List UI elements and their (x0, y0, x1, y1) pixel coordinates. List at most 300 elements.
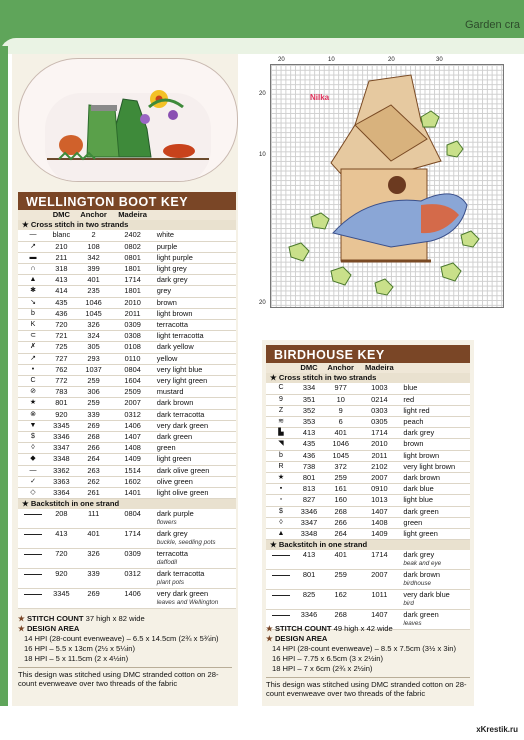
usage-note: buckle, seedling pots (156, 539, 216, 547)
backstitch-row (18, 509, 236, 529)
symbol: b (18, 308, 48, 319)
usage-note: plant pots (156, 579, 185, 587)
dmc-code: 3362 (48, 465, 75, 476)
madeira-code: 1604 (112, 376, 152, 387)
colour-name: dark green (399, 506, 470, 517)
dmc-code: 436 (48, 308, 75, 319)
b-col-name (399, 363, 470, 373)
b-stitch-count: ★ STITCH COUNT 49 high x 42 wide (266, 624, 393, 633)
colour-name: olive green (153, 476, 236, 487)
dmc-code: 738 (296, 461, 322, 472)
b-design-area-14: 14 HPI (28-count evenweave) – 8.5 x 7.5cm (3½ x 3in) (272, 644, 457, 653)
colour-name: mustard (153, 387, 236, 398)
madeira-code: 0309 (112, 320, 152, 331)
dmc-code: 414 (48, 286, 75, 297)
symbol: — (18, 230, 48, 241)
anchor-code: 264 (322, 529, 359, 540)
madeira-code: 2011 (112, 308, 152, 319)
colour-name: dark brown (403, 570, 440, 580)
anchor-code: 266 (322, 517, 359, 528)
b-design-area-18: 18 HPI – 7 x 6cm (2¾ x 2½in) (272, 664, 373, 673)
anchor-code: 977 (322, 383, 359, 394)
madeira-code: 0110 (112, 353, 152, 364)
dmc-code: 211 (48, 252, 75, 263)
dmc-code: 827 (296, 495, 322, 506)
col-dmc: DMC (48, 210, 75, 220)
watermark: xKrestik.ru (476, 725, 518, 734)
madeira-code: 0303 (359, 405, 399, 416)
colour-name-cell (399, 550, 470, 570)
symbol: ✓ (18, 476, 48, 487)
table-row (18, 241, 236, 252)
anchor-code: 161 (322, 484, 359, 495)
backstitch-line-mark (272, 575, 290, 576)
dmc-code: 3346 (296, 506, 322, 517)
symbol: ▙ (266, 428, 296, 439)
anchor-code: 1045 (75, 308, 113, 319)
backstitch-line (266, 570, 296, 590)
colour-name: light green (153, 454, 236, 465)
table-row (18, 398, 236, 409)
backstitch-line (18, 509, 48, 529)
table-row (266, 428, 470, 439)
col-madeira: Madeira (112, 210, 152, 220)
design-area-label: ★ DESIGN AREA (18, 624, 80, 633)
wellington-stats (18, 614, 232, 688)
madeira-code: 0910 (359, 484, 399, 495)
stitch-count: ★ STITCH COUNT 37 high x 82 wide (18, 614, 145, 623)
anchor-code: 259 (75, 376, 113, 387)
colour-name: dark grey (399, 428, 470, 439)
table-row (18, 409, 236, 420)
dmc-code: 351 (296, 394, 322, 405)
colour-name-cell (399, 590, 470, 610)
colour-name: light grey (153, 264, 236, 275)
backstitch-line-mark (272, 595, 290, 596)
colour-name: very light green (153, 376, 236, 387)
table-row (18, 230, 236, 241)
anchor-code: 1045 (322, 450, 359, 461)
madeira-code: 1406 (112, 420, 152, 431)
design-area-14: 14 HPI (28-count evenweave) – 6.5 x 14.5cm (2¾ x 5¾in) (24, 634, 219, 643)
usage-note: leaves and Wellington (156, 599, 219, 607)
dmc-code: 3347 (296, 517, 322, 528)
colour-name-cell (153, 569, 236, 589)
dmc-code: 801 (296, 570, 322, 590)
colour-name: dark terracotta (156, 569, 205, 579)
anchor-code: 1037 (75, 364, 113, 375)
colour-name: very dark blue (403, 590, 450, 600)
anchor-code: 268 (322, 610, 359, 630)
backstitch-row (18, 589, 236, 609)
dmc-code: 920 (48, 409, 75, 420)
symbol: $ (266, 506, 296, 517)
madeira-code: 1401 (112, 488, 152, 499)
anchor-code: 262 (75, 476, 113, 487)
colour-name: dark grey (403, 550, 435, 560)
b-design-area-label: ★ DESIGN AREA (266, 634, 328, 643)
b-design-area-16: 16 HPI – 7.75 x 6.5cm (3 x 2½in) (272, 654, 384, 663)
colour-name: dark purple (156, 509, 194, 519)
dmc-code: 920 (48, 569, 75, 589)
madeira-code: 1801 (112, 264, 152, 275)
anchor-code: 326 (75, 320, 113, 331)
symbol: $ (18, 432, 48, 443)
dmc-code: 210 (48, 241, 75, 252)
table-row (18, 252, 236, 263)
madeira-code: 1407 (359, 506, 399, 517)
madeira-code: 0312 (112, 569, 152, 589)
col-symbol (18, 210, 48, 220)
anchor-code: 326 (75, 549, 113, 569)
anchor-code: 401 (75, 529, 113, 549)
madeira-code: 0804 (112, 364, 152, 375)
madeira-code: 2011 (359, 450, 399, 461)
b-cross-stitch-label: ★ Cross stitch in two strands (266, 373, 470, 383)
colour-name: very light brown (399, 461, 470, 472)
backstitch-line-mark (24, 514, 42, 515)
table-row (266, 517, 470, 528)
colour-name: dark grey (156, 529, 188, 539)
colour-name: light green (399, 529, 470, 540)
dmc-code: blanc (48, 230, 75, 241)
symbol: ⊘ (18, 387, 48, 398)
madeira-code: 2007 (112, 398, 152, 409)
backstitch-row (266, 570, 470, 590)
wellington-illustration (19, 59, 237, 181)
symbol: • (18, 364, 48, 375)
birdhouse-chart-art (271, 65, 503, 307)
madeira-code: 1409 (359, 529, 399, 540)
usage-note: birdhouse (403, 580, 432, 588)
anchor-code: 259 (75, 398, 113, 409)
design-area-18: 18 HPI – 5 x 11.5cm (2 x 4½in) (24, 654, 129, 663)
colour-name: purple (153, 241, 236, 252)
table-row (18, 476, 236, 487)
madeira-code: 0305 (359, 417, 399, 428)
table-row (266, 417, 470, 428)
dmc-code: 721 (48, 331, 75, 342)
dmc-code: 436 (296, 450, 322, 461)
madeira-code: 2509 (112, 387, 152, 398)
madeira-code: 1714 (359, 550, 399, 570)
colour-name: light red (399, 405, 470, 416)
table-row (18, 275, 236, 286)
madeira-code: 1013 (359, 495, 399, 506)
symbol: ▲ (266, 529, 296, 540)
table-row (266, 405, 470, 416)
backstitch-row (18, 529, 236, 549)
anchor-code: 1046 (322, 439, 359, 450)
birdhouse-stats (266, 624, 470, 698)
symbol: 9 (266, 394, 296, 405)
symbol: ▬ (18, 252, 48, 263)
madeira-code: 2402 (112, 230, 152, 241)
anchor-code: 305 (75, 342, 113, 353)
anchor-code: 261 (75, 488, 113, 499)
table-row (266, 383, 470, 394)
symbol: ✱ (18, 286, 48, 297)
madeira-code: 1011 (359, 590, 399, 610)
anchor-code: 401 (75, 275, 113, 286)
birdhouse-chart (270, 64, 504, 308)
symbol: ≋ (266, 417, 296, 428)
madeira-code: 1714 (112, 529, 152, 549)
colour-name: grey (153, 286, 236, 297)
madeira-code: 0108 (112, 342, 152, 353)
colour-name: dark blue (399, 484, 470, 495)
madeira-code: 0309 (112, 549, 152, 569)
anchor-code: 160 (322, 495, 359, 506)
table-row (18, 320, 236, 331)
table-row (18, 308, 236, 319)
dmc-code: 352 (296, 405, 322, 416)
colour-name: light purple (153, 252, 236, 263)
dmc-code: 353 (296, 417, 322, 428)
anchor-code: 235 (75, 286, 113, 297)
colour-name: peach (399, 417, 470, 428)
colour-name: very dark green (156, 589, 209, 599)
birdhouse-key-table (266, 363, 470, 630)
dmc-code: 413 (48, 275, 75, 286)
colour-name: dark yellow (153, 342, 236, 353)
table-row (18, 465, 236, 476)
anchor-code: 342 (75, 252, 113, 263)
madeira-code: 1406 (112, 589, 152, 609)
symbol: ✗ (18, 342, 48, 353)
madeira-code: 1409 (112, 454, 152, 465)
table-row (266, 450, 470, 461)
chart-left-number-1: 20 (259, 91, 266, 97)
table-row (18, 432, 236, 443)
madeira-code: 0804 (112, 509, 152, 529)
colour-name: blue (399, 383, 470, 394)
dmc-code: 801 (296, 473, 322, 484)
anchor-code: 111 (75, 509, 113, 529)
table-row (18, 297, 236, 308)
madeira-code: 0801 (112, 252, 152, 263)
anchor-code: 266 (75, 443, 113, 454)
dmc-code: 435 (296, 439, 322, 450)
anchor-code: 259 (322, 570, 359, 590)
usage-note: bird (403, 600, 414, 608)
anchor-code: 324 (75, 331, 113, 342)
colour-name: light olive green (153, 488, 236, 499)
dmc-code: 720 (48, 549, 75, 569)
symbol: ↗ (18, 241, 48, 252)
symbol: R (266, 461, 296, 472)
dmc-code: 3345 (48, 420, 75, 431)
backstitch-line-mark (24, 554, 42, 555)
anchor-code: 293 (75, 353, 113, 364)
madeira-code: 1602 (112, 476, 152, 487)
table-row (18, 353, 236, 364)
symbol: Z (266, 405, 296, 416)
table-row (266, 473, 470, 484)
colour-name: green (399, 517, 470, 528)
symbol: K (18, 320, 48, 331)
table-row (18, 364, 236, 375)
dmc-code: 727 (48, 353, 75, 364)
colour-name: red (399, 394, 470, 405)
header-band-light (0, 38, 524, 54)
symbol: ▪ (266, 484, 296, 495)
colour-name: white (153, 230, 236, 241)
madeira-code: 1407 (359, 610, 399, 630)
dmc-code: 783 (48, 387, 75, 398)
col-name (153, 210, 236, 220)
birdhouse-footnote: This design was stitched using DMC stranded cotton on 28-count evenweave over two threads of the fabric (266, 677, 470, 698)
madeira-code: 1407 (112, 432, 152, 443)
symbol: — (18, 465, 48, 476)
b-col-madeira: Madeira (359, 363, 399, 373)
anchor-code: 269 (75, 589, 113, 609)
col-anchor: Anchor (75, 210, 113, 220)
backstitch-row (18, 549, 236, 569)
colour-name: dark olive green (153, 465, 236, 476)
backstitch-line-mark (24, 534, 42, 535)
symbol: ★ (266, 473, 296, 484)
colour-name: light brown (399, 450, 470, 461)
dmc-code: 334 (296, 383, 322, 394)
anchor-code: 1046 (75, 297, 113, 308)
madeira-code: 1801 (112, 286, 152, 297)
anchor-code: 264 (75, 454, 113, 465)
backstitch-line (18, 589, 48, 609)
backstitch-line-mark (24, 594, 42, 595)
symbol: ◊ (266, 517, 296, 528)
anchor-code: 306 (75, 387, 113, 398)
madeira-code: 1003 (359, 383, 399, 394)
usage-note: leaves (403, 620, 422, 628)
madeira-code: 0312 (112, 409, 152, 420)
symbol: ∩ (18, 264, 48, 275)
dmc-code: 3348 (296, 529, 322, 540)
anchor-code: 259 (322, 473, 359, 484)
b-col-dmc: DMC (296, 363, 322, 373)
backstitch-label: ★ Backstitch in one strand (18, 499, 236, 510)
table-row (18, 443, 236, 454)
table-row (18, 376, 236, 387)
madeira-code: 1408 (359, 517, 399, 528)
b-col-anchor: Anchor (322, 363, 359, 373)
madeira-code: 0214 (359, 394, 399, 405)
backstitch-line (266, 550, 296, 570)
table-row (18, 454, 236, 465)
designer-signature: Nilka (310, 93, 330, 102)
madeira-code: 1408 (112, 443, 152, 454)
symbol: C (266, 383, 296, 394)
symbol: C (18, 376, 48, 387)
dmc-code: 825 (296, 590, 322, 610)
anchor-code: 399 (75, 264, 113, 275)
symbol: ↗ (18, 353, 48, 364)
chart-top-number-1: 20 (278, 57, 285, 63)
anchor-code: 268 (322, 506, 359, 517)
backstitch-line (18, 529, 48, 549)
table-row (18, 331, 236, 342)
backstitch-row (18, 569, 236, 589)
symbol: ★ (18, 398, 48, 409)
backstitch-line (18, 549, 48, 569)
table-row (266, 394, 470, 405)
symbol: ▲ (18, 275, 48, 286)
table-row (18, 387, 236, 398)
table-row (266, 484, 470, 495)
colour-name: terracotta (153, 320, 236, 331)
dmc-code: 413 (296, 550, 322, 570)
usage-note: flowers (156, 519, 177, 527)
section-title: Garden cra (464, 19, 520, 31)
symbol: ▼ (18, 420, 48, 431)
b-backstitch-label: ★ Backstitch in one strand (266, 540, 470, 551)
chart-top-number-3: 20 (388, 57, 395, 63)
colour-name: light brown (153, 308, 236, 319)
anchor-code: 162 (322, 590, 359, 610)
dmc-code: 413 (296, 428, 322, 439)
symbol: ◊ (18, 443, 48, 454)
symbol: ◥ (266, 439, 296, 450)
colour-name: dark terracotta (153, 409, 236, 420)
symbol: ⊗ (18, 409, 48, 420)
dmc-code: 413 (48, 529, 75, 549)
colour-name-cell (153, 509, 236, 529)
chart-top-number-2: 10 (328, 57, 335, 63)
usage-note: beak and eye (403, 560, 442, 568)
madeira-code: 0308 (112, 331, 152, 342)
table-row (18, 420, 236, 431)
dmc-code: 3346 (296, 610, 322, 630)
b-col-symbol (266, 363, 296, 373)
colour-name: very dark green (153, 420, 236, 431)
table-row (18, 342, 236, 353)
colour-name: green (153, 443, 236, 454)
madeira-code: 1714 (359, 428, 399, 439)
dmc-code: 318 (48, 264, 75, 275)
madeira-code: 2010 (112, 297, 152, 308)
dmc-code: 3363 (48, 476, 75, 487)
dmc-code: 3347 (48, 443, 75, 454)
colour-name-cell (399, 570, 470, 590)
symbol: ↘ (18, 297, 48, 308)
colour-name: light blue (399, 495, 470, 506)
colour-name: light terracotta (153, 331, 236, 342)
madeira-code: 2010 (359, 439, 399, 450)
colour-name: brown (153, 297, 236, 308)
birdhouse-key-title: BIRDHOUSE KEY (266, 345, 470, 363)
madeira-code: 1514 (112, 465, 152, 476)
table-row (18, 488, 236, 499)
wellington-key-title: WELLINGTON BOOT KEY (18, 192, 236, 210)
symbol: ◆ (18, 454, 48, 465)
dmc-code: 762 (48, 364, 75, 375)
anchor-code: 6 (322, 417, 359, 428)
dmc-code: 725 (48, 342, 75, 353)
anchor-code: 268 (75, 432, 113, 443)
dmc-code: 813 (296, 484, 322, 495)
cross-stitch-label: ★ Cross stitch in two strands (18, 220, 236, 230)
side-strip (0, 46, 8, 706)
colour-name: yellow (153, 353, 236, 364)
colour-name: terracotta (156, 549, 188, 559)
colour-name: brown (399, 439, 470, 450)
dmc-code: 208 (48, 509, 75, 529)
usage-note: daffodil (156, 559, 178, 567)
backstitch-line-mark (272, 555, 290, 556)
colour-name: dark green (403, 610, 439, 620)
backstitch-row (266, 550, 470, 570)
madeira-code: 2007 (359, 570, 399, 590)
